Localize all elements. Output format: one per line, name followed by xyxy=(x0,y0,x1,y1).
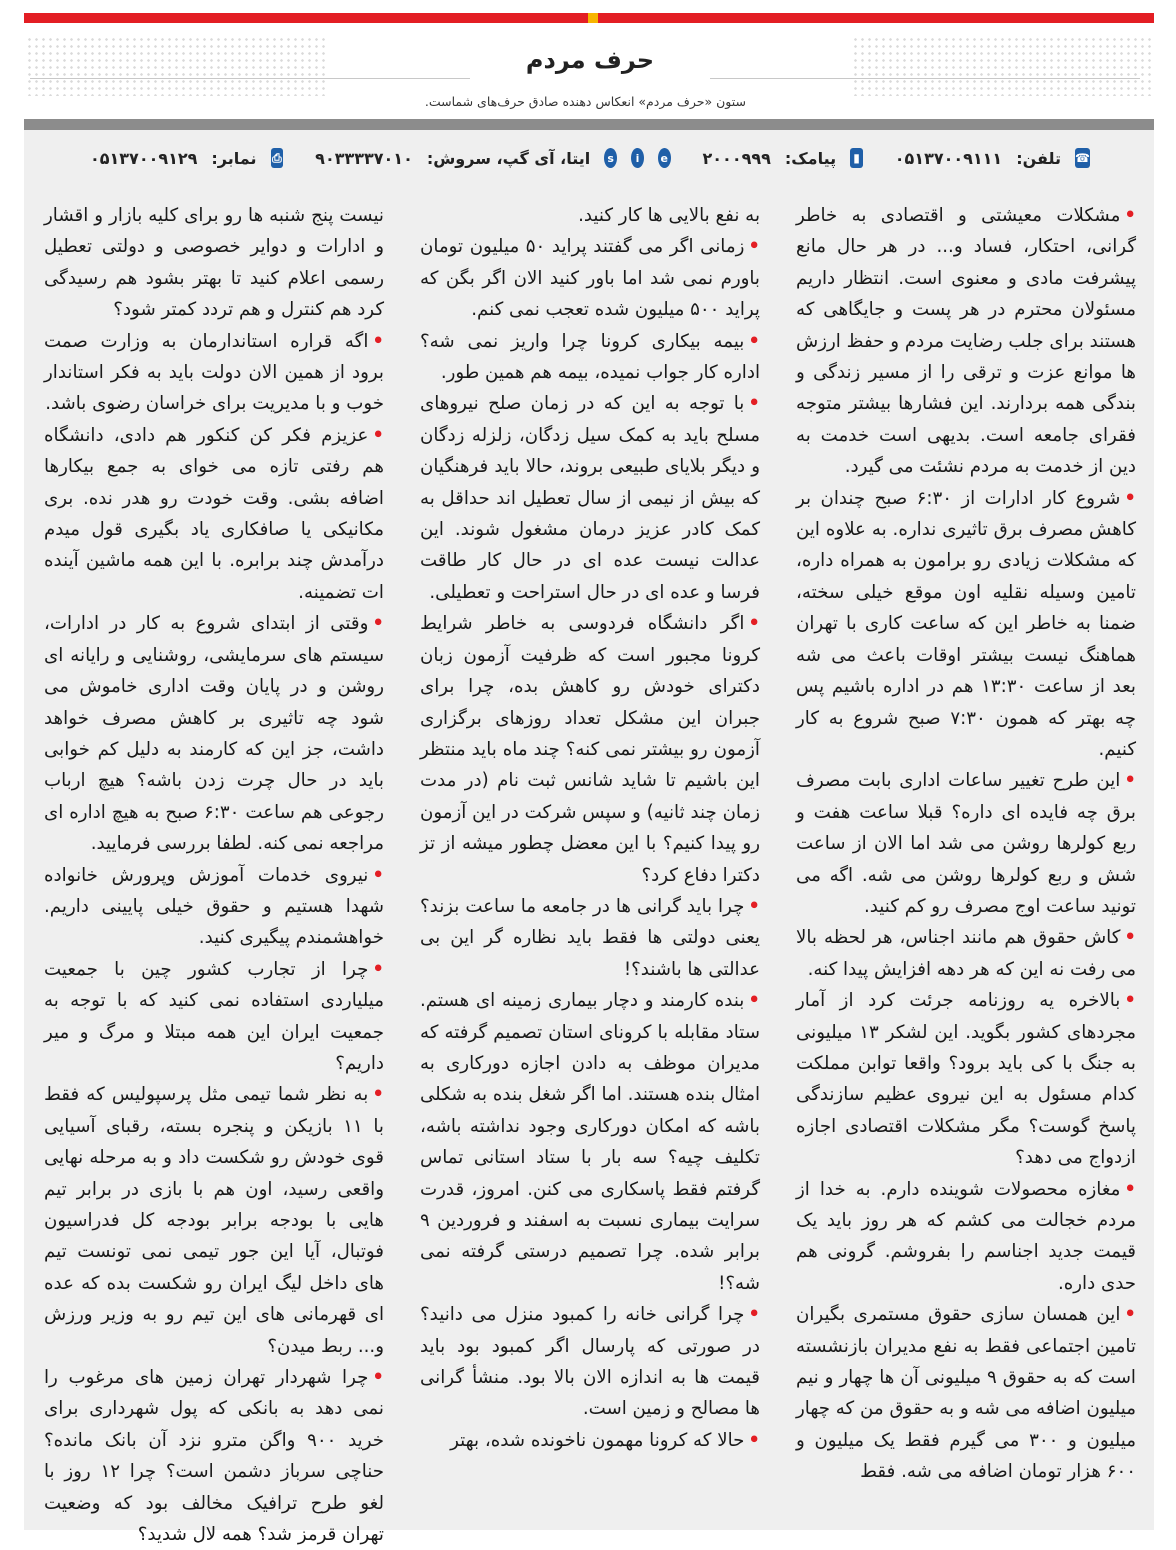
text-column-middle xyxy=(420,200,760,1456)
bullet-icon: • xyxy=(1124,927,1136,949)
reader-message xyxy=(796,765,1136,922)
reader-message xyxy=(44,1362,384,1550)
message-text: شروع کار ادارات از ۶:۳۰ صبح چندان بر کاهش مصرف برق تاثیری نداره. به علاوه این که مشکلات زیادی رو برامون به همراه داره، تامین وسیله نقلیه اون موقع خیلی سخته، ضمنا به خاطر این که ساعت کاری با تهران هماهنگ نیست بیشتر اوقات باعث می شه بعد از ساعت ۱۳:۳۰ هم در اداره باشیم پس چه بهتر که همون ۷:۳۰ صبح شروع به کار کنیم. xyxy=(796,487,1136,760)
sms-value[interactable]: ۲۰۰۰۹۹۹ xyxy=(702,148,771,168)
message-text: مغازه محصولات شوینده دارم. به خدا از مردم خجالت می کشم که هر روز باید یک قیمت جدید اجناسم را بفروشم. گرونی هم حدی داره. xyxy=(796,1178,1136,1294)
header-dot-pattern-left xyxy=(26,36,326,96)
reader-message xyxy=(796,1174,1136,1300)
text-column-left xyxy=(44,200,384,1550)
bullet-icon: • xyxy=(1124,1304,1136,1326)
message-text: چرا شهردار تهران زمین های مرغوب را نمی دهد به بانکی که پول شهرداری برای خرید ۹۰۰ واگن مترو نزد آن بانک مانده؟ حناچی سرباز دشمن است؟ چرا ۱۲ روز با لغو طرح ترافیک مخالف بود که وضعیت تهران قرمز شد؟ همه لال شدید؟ xyxy=(44,1367,385,1546)
bullet-icon: • xyxy=(372,330,384,352)
message-text: نیست پنج شنبه ها رو برای کلیه بازار و اقشار و ادارات و دوایر خصوصی و دولتی تعطیل رسمی اعلام کنید تا بهتر بشود هم رسیدگی کرد هم کنترل و هم تردد کمتر شود؟ xyxy=(44,205,384,321)
message-text: بیمه بیکاری کرونا چرا واریز نمی شه؟ اداره کار جواب نمیده، بیمه هم همین طور. xyxy=(420,330,760,384)
message-text: وقتی از ابتدای شروع به کار در ادارات، سیستم های سرمایشی، روشنایی و رایانه ای روشن و در پایان وقت اداری خاموش می شود چه تاثیری بر کاهش مصرف خواهد داشت، جز این که کارمند به دلیل کم خوابی باید در حال چرت زدن باشه؟ هیچ ارباب رجوعی هم ساعت ۶:۳۰ صبح به هیچ اداره ای مراجعه نمی کنه. لطفا بررسی فرمایید. xyxy=(44,613,384,855)
apps-value[interactable]: ۹۰۳۳۳۳۷۰۱۰ xyxy=(315,148,413,168)
page-subtitle: ستون «حرف مردم» انعکاس دهنده صادق حرف‌های شماست. xyxy=(424,94,746,109)
bullet-icon: • xyxy=(372,958,384,980)
phone-label: تلفن: xyxy=(1016,148,1062,168)
message-text: زمانی اگر می گفتند پراید ۵۰ میلیون تومان باورم نمی شد اما باور کنید الان اگر بگن که پراید ۵۰۰ میلیون شده تعجب نمی کنم. xyxy=(420,236,760,321)
contacts-bar xyxy=(90,143,1090,173)
bullet-icon: • xyxy=(372,613,384,635)
message-text: بنده کارمند و دچار بیماری زمینه ای هستم. ستاد مقابله با کرونای استان تصمیم گرفته که مدیران موظف به دادن اجازه دورکاری به امثال بنده هستند. اما اگر شغل بنده به شکلی باشه که امکان دورکاری وجود نداشته باشه، تکلیف چیه؟ سه بار با ستاد استانی تماس گرفتم فقط پاسکاری می کنن. امروز، قدرت سرایت بیماری نسبت به اسفند و فروردین ۹ برابر شده. چرا تصمیم درستی گرفته نمی شه؟! xyxy=(420,990,760,1294)
message-text: چرا باید گرانی ها در جامعه ما ساعت بزند؟ یعنی دولتی ها فقط باید نظاره گر این بی عدالتی ها باشند؟! xyxy=(420,895,760,980)
message-text: اگه قراره استاندارمان به وزارت صمت برود از همین الان دولت باید به فکر استاندار خوب و با مدیریت برای خراسان رضوی باشد. xyxy=(44,330,384,415)
bullet-icon: • xyxy=(372,424,384,446)
bullet-icon: • xyxy=(748,613,760,635)
reader-message xyxy=(796,1299,1136,1487)
message-text: چرا گرانی خانه را کمبود منزل می دانید؟ در صورتی که پارسال اگر کمبود بود باید قیمت ها به اندازه الان بالا بود. منشأ گرانی ها مصالح و زمین است. xyxy=(420,1304,760,1420)
bullet-icon: • xyxy=(748,236,760,258)
fax-value[interactable]: ۰۵۱۳۷۰۰۹۱۲۹ xyxy=(89,148,198,168)
message-text: با توجه به این که در زمان صلح نیروهای مسلح باید به کمک سیل زدگان، زلزله زدگان و دیگر بلایای طبیعی بروند، حالا باید فرهنگیان که بیش از نیمی از سال تعطیل اند حداقل به کمک کادر عزیز درمان مشغول شوند. این عدالت نیست عده ای در حال کار طاقت فرسا و عده ای در حال استراحت و تعطیلی. xyxy=(420,393,760,603)
bullet-icon: • xyxy=(748,1304,760,1326)
message-text: به نفع بالایی ها کار کنید. xyxy=(578,205,760,226)
reader-message xyxy=(796,200,1136,483)
message-text: بالاخره یه روزنامه جرئت کرد از آمار مجردهای کشور بگوید. این لشکر ۱۳ میلیونی به جنگ با کی باید برود؟ واقعا توابن مملکت کدام مسئول به این نیروی عظیم سازندگی پاسخ گوست؟ مگر مشکلات اقتصادی اجازه ازدواج می دهد؟ xyxy=(796,990,1136,1169)
reader-message xyxy=(420,388,760,608)
bullet-icon: • xyxy=(748,1429,760,1451)
bullet-icon: • xyxy=(748,895,760,917)
reader-message xyxy=(420,231,760,325)
bullet-icon: • xyxy=(1124,1178,1136,1200)
apps-label: ایتا، آی گپ، سروش: xyxy=(426,148,591,168)
message-text: این طرح تغییر ساعات اداری بابت مصرف برق چه فایده ای داره؟ قبلا ساعت هفت و ربع کولرها روشن می شد اما الان از ساعت شش و ربع کولرها روشن می شه. اگه می تونید ساعت اوج مصرف رو کم کنید. xyxy=(796,770,1136,917)
reader-message xyxy=(420,326,760,389)
reader-message xyxy=(420,1299,760,1425)
phone-icon: ☎ xyxy=(1075,148,1090,168)
reader-message xyxy=(44,860,384,954)
title-box xyxy=(470,40,710,80)
phone-value[interactable]: ۰۵۱۳۷۰۰۹۱۱۱ xyxy=(894,148,1003,168)
message-text: به نظر شما تیمی مثل پرسپولیس که فقط با ۱۱ بازیکن و پنجره بسته، رقبای آسیایی قوی خودش رو شکست داد و به مرحله نهایی واقعی رسید، اون هم با بازی در برابر تیم هایی با بودجه برابر بودجه کل فدراسیون فوتبال، آیا این جور تیمی نمی تونست تیم های داخل لیگ ایران رو شکست بده که عده ای قهرمانی های این تیم رو به وزیر ورزش و... ربط میدن؟ xyxy=(44,1084,384,1357)
reader-message xyxy=(420,985,760,1299)
message-text: کاش حقوق هم مانند اجناس، هر لحظه بالا می رفت نه این که هر دهه افزایش پیدا کنه. xyxy=(796,927,1136,980)
message-text: این همسان سازی حقوق مستمری بگیران تامین اجتماعی فقط به نفع مدیران بازنشسته است که به حقوق ۹ میلیونی آن ها چهار و نیم میلیون اضافه می شه و به حقوق من که چهار میلیون و ۳۰۰ می گیرم فقط یک میلیون و ۶۰۰ هزار تومان اضافه می شه. فقط xyxy=(796,1304,1136,1483)
reader-message xyxy=(44,954,384,1080)
fax-icon: ⎙ xyxy=(271,148,284,168)
reader-message xyxy=(420,608,760,891)
bullet-icon: • xyxy=(748,990,760,1012)
bullet-icon: • xyxy=(1124,990,1136,1012)
reader-message xyxy=(796,922,1136,985)
header-grey-bar xyxy=(24,119,1154,130)
bullet-icon: • xyxy=(748,393,760,415)
reader-message xyxy=(44,1079,384,1362)
page-title: حرف مردم xyxy=(525,46,655,74)
bullet-icon: • xyxy=(1124,487,1136,509)
sms-label: پیامک: xyxy=(784,148,837,168)
bullet-icon: • xyxy=(1124,205,1136,226)
reader-message xyxy=(420,1425,760,1456)
bullet-icon: • xyxy=(372,1367,384,1389)
soroush-icon: s xyxy=(604,148,617,168)
message-text: عزیزم فکر کن کنکور هم دادی، دانشگاه هم رفتی تازه می خوای به جمع بیکارها اضافه بشی. وقت خودت رو هدر نده. بری مکانیکی یا صافکاری یاد بگیری قول میدم درآمدش چند برابره. با این همه ماشین آینده ات تضمینه. xyxy=(44,424,384,603)
text-column-right xyxy=(796,200,1136,1488)
message-text: مشکلات معیشتی و اقتصادی به خاطر گرانی، احتکار، فساد و... در هر حال مانع پیشرفت مادی و معنوی است. انتظار داریم مسئولان محترم در هر پست و جایگاهی که هستند برای جلب رضایت مردم و حفظ ارزش ها موانع عزت و ترقی را از مسیر زندگی و بندگی همه بردارند. این فشارها بیشتر متوجه فقرای جامعه است. بدیهی است خدمت به دین از خدمت به مردم نشئت می گیرد. xyxy=(796,205,1136,478)
eitaa-icon: e xyxy=(658,148,671,168)
reader-message xyxy=(44,326,384,420)
bullet-icon: • xyxy=(372,864,384,886)
fax-label: نمابر: xyxy=(211,148,257,168)
reader-message xyxy=(44,608,384,859)
reader-message xyxy=(420,891,760,985)
mobile-icon: ▮ xyxy=(850,148,863,168)
reader-message xyxy=(44,420,384,608)
bullet-icon: • xyxy=(748,330,760,352)
bullet-icon: • xyxy=(372,1084,384,1106)
message-text: حالا که کرونا مهمون ناخونده شده، بهتر xyxy=(450,1429,745,1451)
message-text: چرا از تجارب کشور چین با جمعیت میلیاردی استفاده نمی کنید که با توجه به جمعیت ایران این همه مبتلا و مرگ و میر داریم؟ xyxy=(44,958,384,1074)
reader-message xyxy=(44,200,384,326)
bullet-icon: • xyxy=(1124,770,1136,792)
reader-message xyxy=(796,985,1136,1173)
reader-message xyxy=(420,200,760,231)
message-text: نیروی خدمات آموزش وپرورش خانواده شهدا هستیم و حقوق خیلی پایینی داریم. خواهشمندم پیگیری کنید. xyxy=(44,864,384,949)
header-dot-pattern-right xyxy=(852,36,1152,96)
reader-message xyxy=(796,483,1136,766)
message-text: اگر دانشگاه فردوسی به خاطر شرایط کرونا مجبور است که ظرفیت آزمون زبان دکترای خودش رو کاهش بده، چرا برای جبران این مشکل تعداد روزهای برگزاری آزمون رو بیشتر نمی کنه؟ چند ماه باید منتظر این باشیم تا شاید شانس ثبت نام (در مدت زمان چند ثانیه) و سپس شرکت در این آزمون رو پیدا کنیم؟ با این معضل چطور میشه از تز دکترا دفاع کرد؟ xyxy=(420,613,760,886)
igap-icon: i xyxy=(631,148,644,168)
